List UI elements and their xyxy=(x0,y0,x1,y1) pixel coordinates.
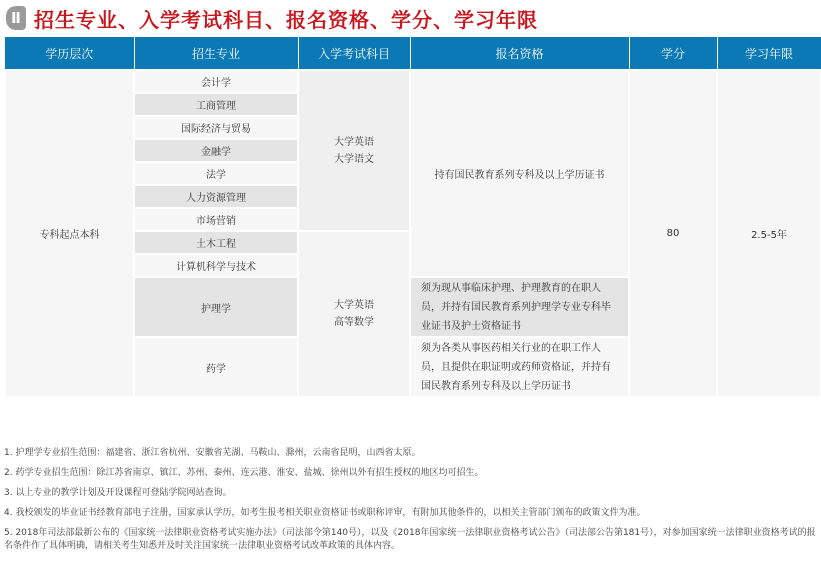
major-cell: 法学 xyxy=(134,162,298,185)
exam-subjects-b xyxy=(298,231,410,397)
notes-section xyxy=(4,447,816,560)
note-item: 4. 我校颁发的毕业证书经教育部电子注册，国家承认学历，如考生报考相关职业资格证书或职称评审，有附加其他条件的，以相关主管部门颁布的政策文件为准。 xyxy=(4,508,646,518)
exam-subject: 高等数学 xyxy=(334,317,374,328)
level-cell: 专科起点本科 xyxy=(5,70,134,397)
major-cell: 土木工程 xyxy=(134,231,298,254)
section-heading xyxy=(6,4,538,32)
exam-subject: 大学英语 xyxy=(334,136,374,148)
header-years: 学习年限 xyxy=(717,37,821,70)
section-title: 招生专业、入学考试科目、报名资格、学分、学习年限 xyxy=(34,7,538,32)
exam-subject: 大学语文 xyxy=(334,153,374,165)
note-item: 5. 2018年司法部最新公布的《国家统一法律职业资格考试实施办法》（司法部令第140号），以及《2018年国家统一法律职业资格考试公告》（司法部公告第181号），对参加国家统一法律职业资格考试的报名条件作了具体明确，请相关考生知悉并及时关注国家统一法律职业资格考试改革政策的具体内容。 xyxy=(4,528,816,551)
major-cell: 人力资源管理 xyxy=(134,185,298,208)
section-number-badge: Ⅱ xyxy=(6,6,26,30)
major-cell: 市场营销 xyxy=(134,208,298,231)
exam-subject: 大学英语 xyxy=(334,300,374,311)
table-header-row xyxy=(5,37,821,70)
header-major: 招生专业 xyxy=(134,37,298,70)
qualification-general: 持有国民教育系列专科及以上学历证书 xyxy=(410,70,629,277)
qualification-pharmacy: 须为各类从事医药相关行业的在职工作人员，且提供在职证明或药师资格证，并持有国民教育系列专科及以上学历证书 xyxy=(410,337,629,397)
credit-cell: 80 xyxy=(629,70,717,397)
note-item: 2. 药学专业招生范围：除江苏省南京、镇江、苏州、泰州、连云港、淮安、盐城、徐州以外有招生授权的地区均可招生。 xyxy=(4,468,484,478)
major-cell: 药学 xyxy=(134,337,298,397)
header-qualification: 报名资格 xyxy=(410,37,629,70)
qualification-nursing: 须为现从事临床护理、护理教育的在职人员，并持有国民教育系列护理学专业专科毕业证书及护士资格证书 xyxy=(410,277,629,337)
major-cell: 计算机科学与技术 xyxy=(134,254,298,277)
header-exam: 入学考试科目 xyxy=(298,37,410,70)
note-item: 3. 以上专业的教学计划及开设课程可登陆学院网站查询。 xyxy=(4,488,232,498)
major-cell: 金融学 xyxy=(134,139,298,162)
note-item: 1. 护理学专业招生范围：福建省、浙江省杭州、安徽省芜湖、马鞍山、滁州，云南省昆明，山西省太原。 xyxy=(4,448,421,458)
major-cell: 会计学 xyxy=(134,70,298,93)
years-cell: 2.5-5年 xyxy=(717,70,821,397)
major-cell: 工商管理 xyxy=(134,93,298,116)
header-credit: 学分 xyxy=(629,37,717,70)
admission-table xyxy=(4,37,821,398)
major-cell: 护理学 xyxy=(134,277,298,337)
header-level: 学历层次 xyxy=(5,37,134,70)
exam-subjects-a xyxy=(298,70,410,231)
major-cell: 国际经济与贸易 xyxy=(134,116,298,139)
